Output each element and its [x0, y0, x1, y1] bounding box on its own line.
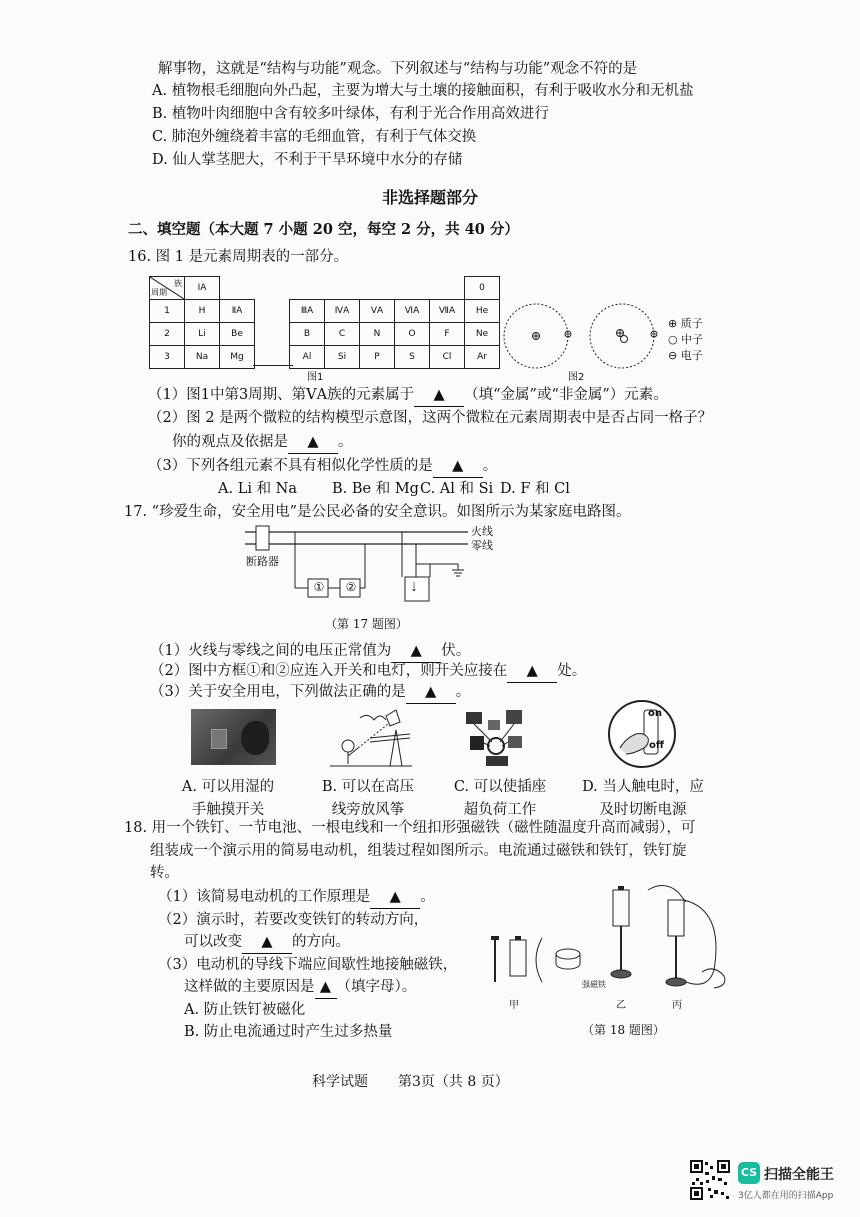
fig2-label: 图2 [568, 372, 585, 383]
q16-option-c: C. Al 和 Si [420, 481, 494, 497]
legend-proton: ⊕ 质子 [668, 317, 703, 330]
element-cell: N [360, 323, 395, 346]
q17-choice-a-line2: 手触摸开关 [191, 802, 265, 818]
camscanner-name: 扫描全能王 [764, 1167, 834, 1183]
kite-powerline-image [330, 708, 412, 768]
fire-wire-label: 火线 [471, 525, 493, 538]
group-label: ⅡA [220, 300, 255, 323]
switch-off-text: off [649, 740, 664, 751]
q15-option-c: C. 肺泡外缠绕着丰富的毛细血管，有利于气体交换 [152, 129, 477, 145]
q18-sub2: （2）演示时，若要改变铁钉的转动方向， [158, 912, 429, 928]
answer-blank: ▲ [288, 431, 338, 454]
part2-heading: 二、填空题（本大题 7 小题 20 空，每空 2 分，共 40 分） [128, 221, 519, 238]
answer-blank: ▲ [242, 931, 292, 954]
element-cell: Al [290, 346, 325, 369]
q16-option-d: D. F 和 Cl [500, 481, 570, 497]
q15-option-a: A. 植物根毛细胞向外凸起，主要为增大与土壤的接触面积，有利于吸收水分和无机盐 [152, 83, 694, 99]
element-cell: B [290, 323, 325, 346]
fig-label-yi: 乙 [616, 1000, 626, 1011]
q15-option-d: D. 仙人掌茎肥大，不利于干旱环境中水分的存储 [152, 152, 463, 168]
q16-sub3: （3）下列各组元素不具有相似化学性质的是 ▲ 。 [148, 455, 497, 478]
answer-blank: ▲ [507, 660, 557, 683]
element-cell: O [395, 323, 430, 346]
answer-blank: ▲ [370, 886, 420, 909]
element-cell: H [185, 300, 220, 323]
q17-choice-d-line1: D. 当人触电时，应 [582, 779, 704, 795]
switch-on-text: on [648, 708, 662, 719]
legend-electron: ⊖ 电子 [668, 349, 703, 362]
q16-option-b: B. Be 和 Mg [332, 481, 419, 497]
box-1-label: ① [313, 580, 325, 594]
q16-stem: 16. 图 1 是元素周期表的一部分。 [128, 249, 349, 265]
element-cell: Si [325, 346, 360, 369]
q17-choice-b-line1: B. 可以在高压 [321, 779, 415, 795]
qr-code-icon [690, 1160, 730, 1200]
element-cell: S [395, 346, 430, 369]
q16-sub1: （1）图1中第3周期、第ⅤA族的元素属于 ▲ （填“金属”或“非金属”）元素。 [148, 384, 668, 407]
answer-blank: ▲ [391, 640, 441, 663]
q18-sub1: （1）该简易电动机的工作原理是 ▲ 。 [158, 886, 435, 909]
breaker-label: 断路器 [246, 555, 279, 568]
fig-label-jia: 甲 [509, 1000, 519, 1011]
period-label: 3 [150, 346, 185, 369]
q16-sub2: （2）图 2 是两个微粒的结构模型示意图，这两个微粒在元素周期表中是否占同一格子？ [148, 410, 713, 426]
section-title: 非选择题部分 [381, 188, 478, 207]
periodic-table-right [289, 276, 500, 369]
q18-sub3-line2: 这样做的主要原因是 ▲ （填字母）。 [184, 976, 416, 999]
fig1-label: 图1 [307, 372, 324, 383]
answer-blank: ▲ [414, 384, 464, 407]
q18-option-a: A. 防止铁钉被磁化 [184, 1002, 306, 1018]
q17-sub3: （3）关于安全用电，下列做法正确的是 ▲ 。 [150, 681, 470, 704]
camscanner-tagline: 3亿人都在用的扫描App [738, 1191, 834, 1201]
element-cell: Na [185, 346, 220, 369]
element-cell: Be [220, 323, 255, 346]
element-cell: Ar [465, 346, 500, 369]
q16-sub2-line2: 你的观点及依据是 ▲ 。 [172, 431, 353, 454]
q17-choice-b-line2: 线旁放风筝 [331, 802, 405, 818]
box-2-label: ② [345, 580, 357, 594]
q18-sub2-line2: 可以改变 ▲ 的方向。 [184, 931, 350, 954]
overloaded-socket-image [462, 706, 530, 768]
neutral-wire-label: 零线 [471, 539, 493, 552]
plug-icon: ⇣ [409, 580, 420, 594]
periodic-table-left [149, 276, 255, 369]
hand-silhouette [241, 721, 269, 755]
element-cell: F [430, 323, 465, 346]
q17-sub1: （1）火线与零线之间的电压正常值为 ▲ 伏。 [150, 640, 470, 663]
element-cell: He [465, 300, 500, 323]
wet-hand-switch-image [191, 709, 276, 765]
fig-label-bing: 丙 [672, 1000, 682, 1011]
group-label: 0 [465, 277, 500, 300]
q15-stem-tail: 解事物，这就是“结构与功能”观念。下列叙述与“结构与功能”观念不符的是 [158, 61, 638, 77]
q18-stem-line2: 组装成一个演示用的简易电动机，组装过程如图所示。电流通过磁铁和铁钉，铁钉旋 [150, 843, 687, 859]
q17-choice-c-line2: 超负荷工作 [463, 802, 537, 818]
q18-stem-line1: 18. 用一个铁钉、一节电池、一根电线和一个纽扣形强磁铁（磁性随温度升高而减弱），可 [124, 820, 696, 836]
camscanner-logo-badge: CS [738, 1162, 760, 1184]
group-label: ⅣA [325, 300, 360, 323]
group-label: ⅥA [395, 300, 430, 323]
table-header-cell: 族 周期 [150, 277, 185, 300]
group-label: ⅠA [185, 277, 220, 300]
q17-choice-a-line1: A. 可以用湿的 [181, 779, 275, 795]
q17-choice-c-line1: C. 可以使插座 [453, 779, 547, 795]
q18-stem-line3: 转。 [150, 865, 179, 881]
table-connector [253, 365, 293, 366]
magnet-label: 强磁铁 [582, 980, 606, 989]
answer-blank: ▲ [315, 976, 337, 999]
element-cell: Li [185, 323, 220, 346]
q17-caption: （第 17 题图） [325, 617, 408, 631]
power-switch-off-image [606, 698, 678, 770]
period-label: 2 [150, 323, 185, 346]
element-cell: Cl [430, 346, 465, 369]
answer-blank: ▲ [433, 455, 483, 478]
element-cell: C [325, 323, 360, 346]
period-label: 1 [150, 300, 185, 323]
q16-option-a: A. Li 和 Na [218, 481, 298, 497]
q17-stem: 17. “珍爱生命，安全用电”是公民必备的安全意识。如图所示为某家庭电路图。 [124, 504, 631, 520]
q15-option-b: B. 植物叶肉细胞中含有较多叶绿体，有利于光合作用高效进行 [152, 106, 549, 122]
legend-neutron: ○ 中子 [668, 333, 704, 346]
group-label: ⅢA [290, 300, 325, 323]
q18-caption: （第 18 题图） [582, 1023, 665, 1037]
answer-blank: ▲ [406, 681, 456, 704]
group-label: ⅤA [360, 300, 395, 323]
element-cell: P [360, 346, 395, 369]
footer-page-number: 第3页（共 8 页） [398, 1074, 509, 1090]
element-cell: Mg [220, 346, 255, 369]
switch-icon [211, 729, 227, 749]
neutron-icon: ○ [668, 333, 678, 346]
footer-subject: 科学试题 [312, 1074, 368, 1090]
group-label: ⅦA [430, 300, 465, 323]
proton-icon: ⊕ [668, 317, 678, 330]
q18-sub3: （3）电动机的导线下端应间歇性地接触磁铁， [158, 957, 458, 973]
q17-sub2: （2）图中方框①和②应连入开关和电灯，则开关应接在 ▲ 处。 [150, 660, 586, 683]
q18-option-b: B. 防止电流通过时产生过多热量 [184, 1024, 393, 1040]
electron-icon: ⊖ [668, 349, 678, 362]
element-cell: Ne [465, 323, 500, 346]
motor-figure [480, 878, 740, 998]
q17-choice-d-line2: 及时切断电源 [599, 802, 687, 818]
atom-models-figure [500, 298, 690, 378]
